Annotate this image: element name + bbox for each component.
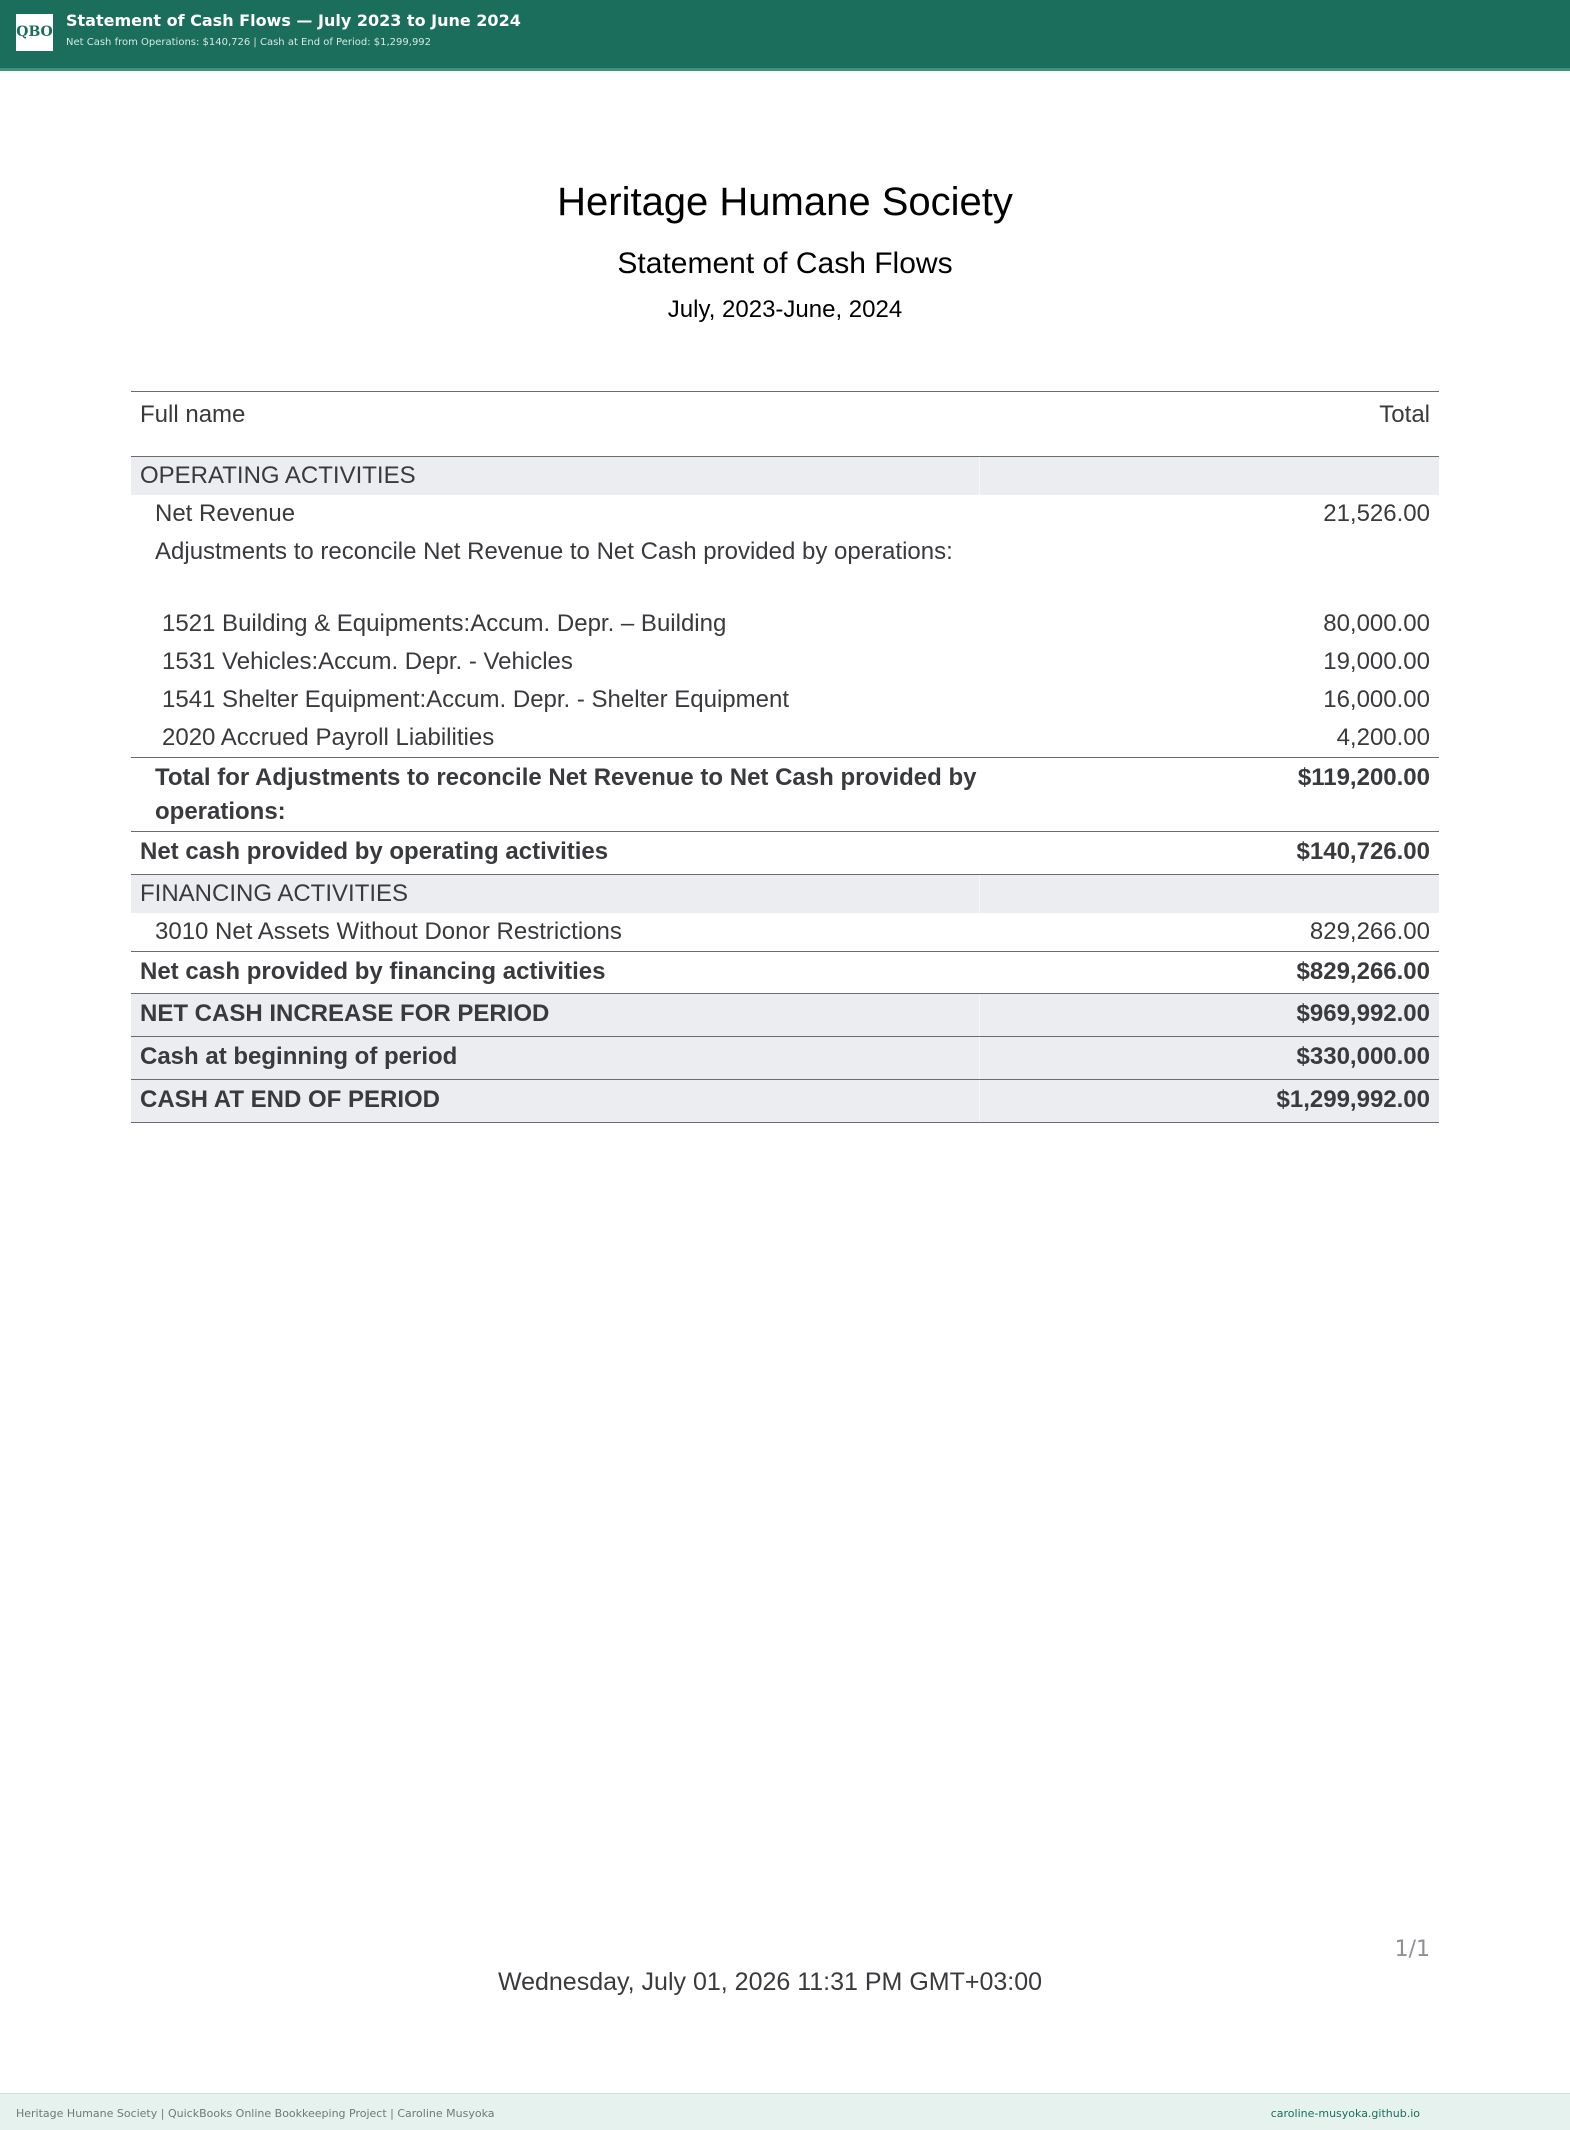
table-row-adjustments-heading (131, 533, 1439, 605)
table-row[interactable] (131, 643, 1439, 681)
row-label: 3010 Net Assets Without Donor Restrictions (155, 918, 622, 945)
banner-subtitle: Net Cash from Operations: $140,726 | Cash at End of Period: $1,299,992 (66, 37, 432, 48)
top-banner (0, 0, 1570, 71)
table-row[interactable] (131, 681, 1439, 719)
row-label: 2020 Accrued Payroll Liabilities (162, 724, 495, 751)
table-row-net-operating[interactable] (131, 832, 1439, 875)
column-divider (979, 1037, 980, 1079)
row-amount[interactable]: 16,000.00 (1323, 686, 1430, 713)
row-amount[interactable]: $330,000.00 (1296, 1043, 1430, 1070)
qbo-logo-icon: QBO (16, 14, 53, 51)
report-timestamp: Wednesday, July 01, 2026 11:31 PM GMT+03:00 (497, 1968, 1043, 1996)
row-amount[interactable]: $119,200.00 (1297, 764, 1430, 791)
table-row-adjustments-total[interactable] (131, 757, 1439, 832)
row-amount[interactable]: $1,299,992.00 (1276, 1086, 1430, 1113)
report-title: Statement of Cash Flows (617, 247, 953, 280)
table-row-net-cash-increase[interactable] (131, 994, 1439, 1037)
table-row-cash-beginning[interactable] (131, 1037, 1439, 1080)
row-label: 1541 Shelter Equipment:Accum. Depr. - Shelter Equipment (162, 686, 789, 713)
row-amount[interactable]: 80,000.00 (1323, 610, 1430, 637)
column-header-full-name[interactable]: Full name (140, 401, 246, 428)
cash-flow-table (131, 391, 1439, 1123)
row-amount[interactable]: 829,266.00 (1309, 918, 1430, 945)
table-row-cash-end[interactable] (131, 1080, 1439, 1123)
row-label: NET CASH INCREASE FOR PERIOD (140, 1000, 550, 1027)
page-number: 1/1 (1394, 1937, 1430, 1962)
row-amount[interactable]: 21,526.00 (1323, 500, 1430, 527)
row-amount[interactable]: $140,726.00 (1296, 838, 1430, 865)
project-credit: Heritage Humane Society | QuickBooks Online Bookkeeping Project | Caroline Musyoka (16, 2107, 495, 2120)
row-amount[interactable]: 4,200.00 (1336, 724, 1430, 751)
row-label: Net Revenue (155, 500, 296, 527)
row-amount[interactable]: 19,000.00 (1323, 648, 1430, 675)
banner-title: Statement of Cash Flows — July 2023 to June 2024 (66, 11, 521, 30)
row-label: Total for Adjustments to reconcile Net Revenue to Net Cash provided by operations: (155, 764, 977, 825)
row-label: CASH AT END OF PERIOD (140, 1086, 441, 1113)
row-label: 1521 Building & Equipments:Accum. Depr. – Building (162, 610, 727, 637)
row-label: Net cash provided by financing activities (140, 958, 606, 985)
column-divider (979, 994, 980, 1036)
report-period: July, 2023-June, 2024 (667, 296, 903, 323)
row-label: Net cash provided by operating activities (140, 838, 609, 865)
section-row-operating (131, 457, 1439, 495)
table-row[interactable] (131, 605, 1439, 643)
column-header-total[interactable]: Total (1379, 401, 1430, 428)
bottom-strip (0, 2093, 1570, 2130)
table-row-net-financing[interactable] (131, 951, 1439, 994)
table-row-net-revenue[interactable] (131, 495, 1439, 533)
row-label: Adjustments to reconcile Net Revenue to Net Cash provided by operations: (155, 538, 953, 565)
row-label: 1531 Vehicles:Accum. Depr. - Vehicles (162, 648, 573, 675)
section-heading: FINANCING ACTIVITIES (140, 880, 409, 907)
column-divider (979, 457, 980, 495)
row-label: Cash at beginning of period (140, 1043, 458, 1070)
section-row-financing (131, 875, 1439, 913)
column-divider (979, 875, 980, 913)
table-row[interactable] (131, 913, 1439, 951)
company-name: Heritage Humane Society (557, 180, 1013, 224)
table-header-row (131, 392, 1439, 457)
table-row[interactable] (131, 719, 1439, 757)
row-amount[interactable]: $829,266.00 (1296, 958, 1430, 985)
site-link[interactable]: caroline-musyoka.github.io (1270, 2107, 1420, 2120)
column-divider (979, 1080, 980, 1122)
section-heading: OPERATING ACTIVITIES (140, 462, 416, 489)
row-amount[interactable]: $969,992.00 (1296, 1000, 1430, 1027)
